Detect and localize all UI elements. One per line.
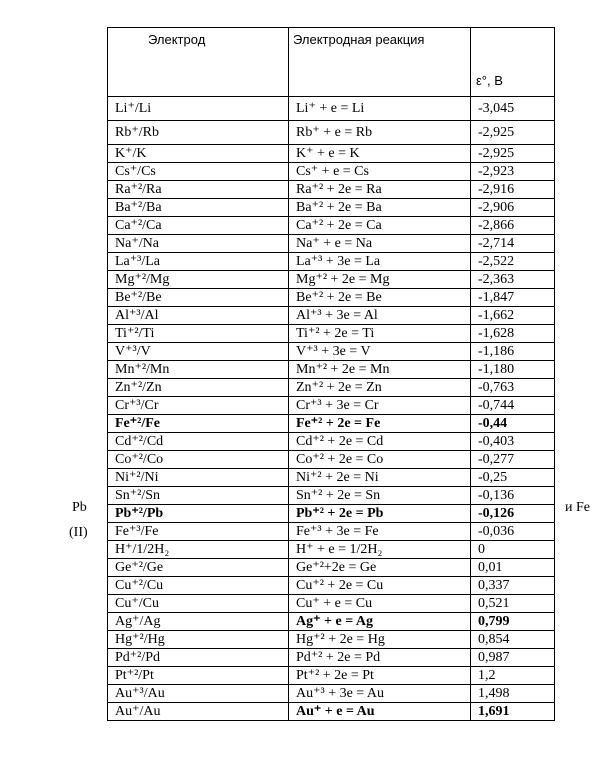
table-row — [108, 523, 555, 541]
table-row — [108, 505, 555, 523]
electrode-cell: Be⁺²/Be — [108, 289, 289, 307]
table-row — [108, 469, 555, 487]
potential-cell: 0 — [471, 541, 555, 559]
electrode-cell: Hg⁺²/Hg — [108, 631, 289, 649]
table-row — [108, 595, 555, 613]
reaction-cell: Sn⁺² + 2e = Sn — [289, 487, 471, 505]
electrode-cell: Fe⁺²/Fe — [108, 415, 289, 433]
potential-cell: -1,186 — [471, 343, 555, 361]
header-potential: ε°, В — [471, 28, 555, 97]
table-row — [108, 343, 555, 361]
potential-cell: 0,521 — [471, 595, 555, 613]
reaction-cell: Ba⁺² + 2e = Ba — [289, 199, 471, 217]
reaction-cell: Cr⁺³ + 3e = Cr — [289, 397, 471, 415]
table-row — [108, 667, 555, 685]
side-label-oxidation-state: (II) — [69, 525, 88, 540]
potential-cell: -0,44 — [471, 415, 555, 433]
electrode-cell: Ra⁺²/Ra — [108, 181, 289, 199]
reaction-cell: Ti⁺² + 2e = Ti — [289, 325, 471, 343]
electrode-cell: Au⁺/Au — [108, 703, 289, 721]
reaction-cell: K⁺ + e = K — [289, 145, 471, 163]
potential-cell: -2,866 — [471, 217, 555, 235]
electrode-cell: Co⁺²/Co — [108, 451, 289, 469]
reaction-cell: Hg⁺² + 2e = Hg — [289, 631, 471, 649]
potential-cell: -2,925 — [471, 121, 555, 145]
table-row — [108, 271, 555, 289]
reaction-cell: Na⁺ + e = Na — [289, 235, 471, 253]
table-row — [108, 559, 555, 577]
reaction-cell: V⁺³ + 3e = V — [289, 343, 471, 361]
table-row — [108, 613, 555, 631]
electrode-cell: Ba⁺²/Ba — [108, 199, 289, 217]
potential-cell: -0,403 — [471, 433, 555, 451]
electrode-cell: Ti⁺²/Ti — [108, 325, 289, 343]
table-row — [108, 199, 555, 217]
table-row — [108, 325, 555, 343]
table-row — [108, 217, 555, 235]
table-row — [108, 379, 555, 397]
potential-cell: -1,847 — [471, 289, 555, 307]
potential-cell: -2,714 — [471, 235, 555, 253]
electrode-cell: Sn⁺²/Sn — [108, 487, 289, 505]
reaction-cell: Cu⁺ + e = Cu — [289, 595, 471, 613]
table-row — [108, 289, 555, 307]
potential-cell: 0,01 — [471, 559, 555, 577]
reaction-cell: Fe⁺² + 2e = Fe — [289, 415, 471, 433]
reaction-cell: Ca⁺² + 2e = Ca — [289, 217, 471, 235]
side-label-and-fe: и Fe — [565, 500, 590, 515]
electrode-cell: Rb⁺/Rb — [108, 121, 289, 145]
reaction-cell: Pb⁺² + 2e = Pb — [289, 505, 471, 523]
reaction-cell: Cs⁺ + e = Cs — [289, 163, 471, 181]
electrode-cell: Cs⁺/Cs — [108, 163, 289, 181]
electrode-cell: H⁺/1/2H₂ — [108, 541, 289, 559]
electrode-cell: Cr⁺³/Cr — [108, 397, 289, 415]
potential-cell: -1,628 — [471, 325, 555, 343]
potential-cell: -0,126 — [471, 505, 555, 523]
table-row — [108, 415, 555, 433]
reaction-cell: Ra⁺² + 2e = Ra — [289, 181, 471, 199]
table-row — [108, 307, 555, 325]
electrode-cell: Ge⁺²/Ge — [108, 559, 289, 577]
reaction-cell: Mn⁺² + 2e = Mn — [289, 361, 471, 379]
electrode-cell: Cd⁺²/Cd — [108, 433, 289, 451]
electrode-cell: Mn⁺²/Mn — [108, 361, 289, 379]
reaction-cell: Pd⁺² + 2e = Pd — [289, 649, 471, 667]
electrode-cell: Ni⁺²/Ni — [108, 469, 289, 487]
reaction-cell: Zn⁺² + 2e = Zn — [289, 379, 471, 397]
electrode-cell: La⁺³/La — [108, 253, 289, 271]
table-header-row — [108, 28, 555, 97]
reaction-cell: Ni⁺² + 2e = Ni — [289, 469, 471, 487]
potential-cell: 1,498 — [471, 685, 555, 703]
potential-cell: -0,25 — [471, 469, 555, 487]
potential-cell: -0,763 — [471, 379, 555, 397]
potential-cell: 0,799 — [471, 613, 555, 631]
table-row — [108, 631, 555, 649]
reaction-cell: Cd⁺² + 2e = Cd — [289, 433, 471, 451]
electrode-cell: V⁺³/V — [108, 343, 289, 361]
electrode-cell: Li⁺/Li — [108, 97, 289, 121]
electrode-cell: Zn⁺²/Zn — [108, 379, 289, 397]
table-row — [108, 397, 555, 415]
electrode-cell: Ca⁺²/Ca — [108, 217, 289, 235]
reaction-cell: La⁺³ + 3e = La — [289, 253, 471, 271]
potential-cell: 1,2 — [471, 667, 555, 685]
potential-cell: -1,662 — [471, 307, 555, 325]
reaction-cell: Be⁺² + 2e = Be — [289, 289, 471, 307]
potential-cell: -2,522 — [471, 253, 555, 271]
reaction-cell: Mg⁺² + 2e = Mg — [289, 271, 471, 289]
electrode-cell: Al⁺³/Al — [108, 307, 289, 325]
table-row — [108, 361, 555, 379]
reaction-cell: Au⁺³ + 3e = Au — [289, 685, 471, 703]
potential-cell: -2,923 — [471, 163, 555, 181]
potential-cell: -0,277 — [471, 451, 555, 469]
electrode-cell: Mg⁺²/Mg — [108, 271, 289, 289]
electrode-cell: Pd⁺²/Pd — [108, 649, 289, 667]
electrode-potential-table — [107, 27, 555, 721]
reaction-cell: Ag⁺ + e = Ag — [289, 613, 471, 631]
reaction-cell: Fe⁺³ + 3e = Fe — [289, 523, 471, 541]
header-reaction: Электродная реакция — [289, 28, 471, 97]
potential-cell: -2,925 — [471, 145, 555, 163]
header-electrode: Электрод — [108, 28, 289, 97]
table-row — [108, 253, 555, 271]
reaction-cell: Ge⁺²+2e = Ge — [289, 559, 471, 577]
table-row — [108, 181, 555, 199]
electrode-cell: Fe⁺³/Fe — [108, 523, 289, 541]
electrode-cell: Pt⁺²/Pt — [108, 667, 289, 685]
reaction-cell: Cu⁺² + 2e = Cu — [289, 577, 471, 595]
table-row — [108, 487, 555, 505]
table-row — [108, 451, 555, 469]
potential-cell: 0,854 — [471, 631, 555, 649]
reaction-cell: H⁺ + e = 1/2H₂ — [289, 541, 471, 559]
electrode-cell: Na⁺/Na — [108, 235, 289, 253]
electrode-cell: Cu⁺²/Cu — [108, 577, 289, 595]
table-row — [108, 541, 555, 559]
potential-cell: -1,180 — [471, 361, 555, 379]
reaction-cell: Au⁺ + e = Au — [289, 703, 471, 721]
table-row — [108, 685, 555, 703]
electrode-cell: Au⁺³/Au — [108, 685, 289, 703]
side-label-pb: Pb — [72, 500, 87, 515]
table-row — [108, 121, 555, 145]
reaction-cell: Al⁺³ + 3e = Al — [289, 307, 471, 325]
potential-cell: -0,036 — [471, 523, 555, 541]
reaction-cell: Co⁺² + 2e = Co — [289, 451, 471, 469]
electrode-cell: Pb⁺²/Pb — [108, 505, 289, 523]
table-row — [108, 163, 555, 181]
table-row — [108, 577, 555, 595]
electrode-cell: Ag⁺/Ag — [108, 613, 289, 631]
electrode-cell: K⁺/K — [108, 145, 289, 163]
potential-cell: 0,337 — [471, 577, 555, 595]
table-row — [108, 145, 555, 163]
table-row — [108, 703, 555, 721]
reaction-cell: Rb⁺ + e = Rb — [289, 121, 471, 145]
potential-cell: 1,691 — [471, 703, 555, 721]
potential-cell: -2,916 — [471, 181, 555, 199]
reaction-cell: Li⁺ + e = Li — [289, 97, 471, 121]
table-row — [108, 97, 555, 121]
electrode-cell: Cu⁺/Cu — [108, 595, 289, 613]
potential-cell: -0,744 — [471, 397, 555, 415]
potential-cell: -3,045 — [471, 97, 555, 121]
potential-cell: 0,987 — [471, 649, 555, 667]
reaction-cell: Pt⁺² + 2e = Pt — [289, 667, 471, 685]
potential-cell: -0,136 — [471, 487, 555, 505]
table-row — [108, 433, 555, 451]
table-row — [108, 235, 555, 253]
table-row — [108, 649, 555, 667]
potential-cell: -2,906 — [471, 199, 555, 217]
potential-cell: -2,363 — [471, 271, 555, 289]
